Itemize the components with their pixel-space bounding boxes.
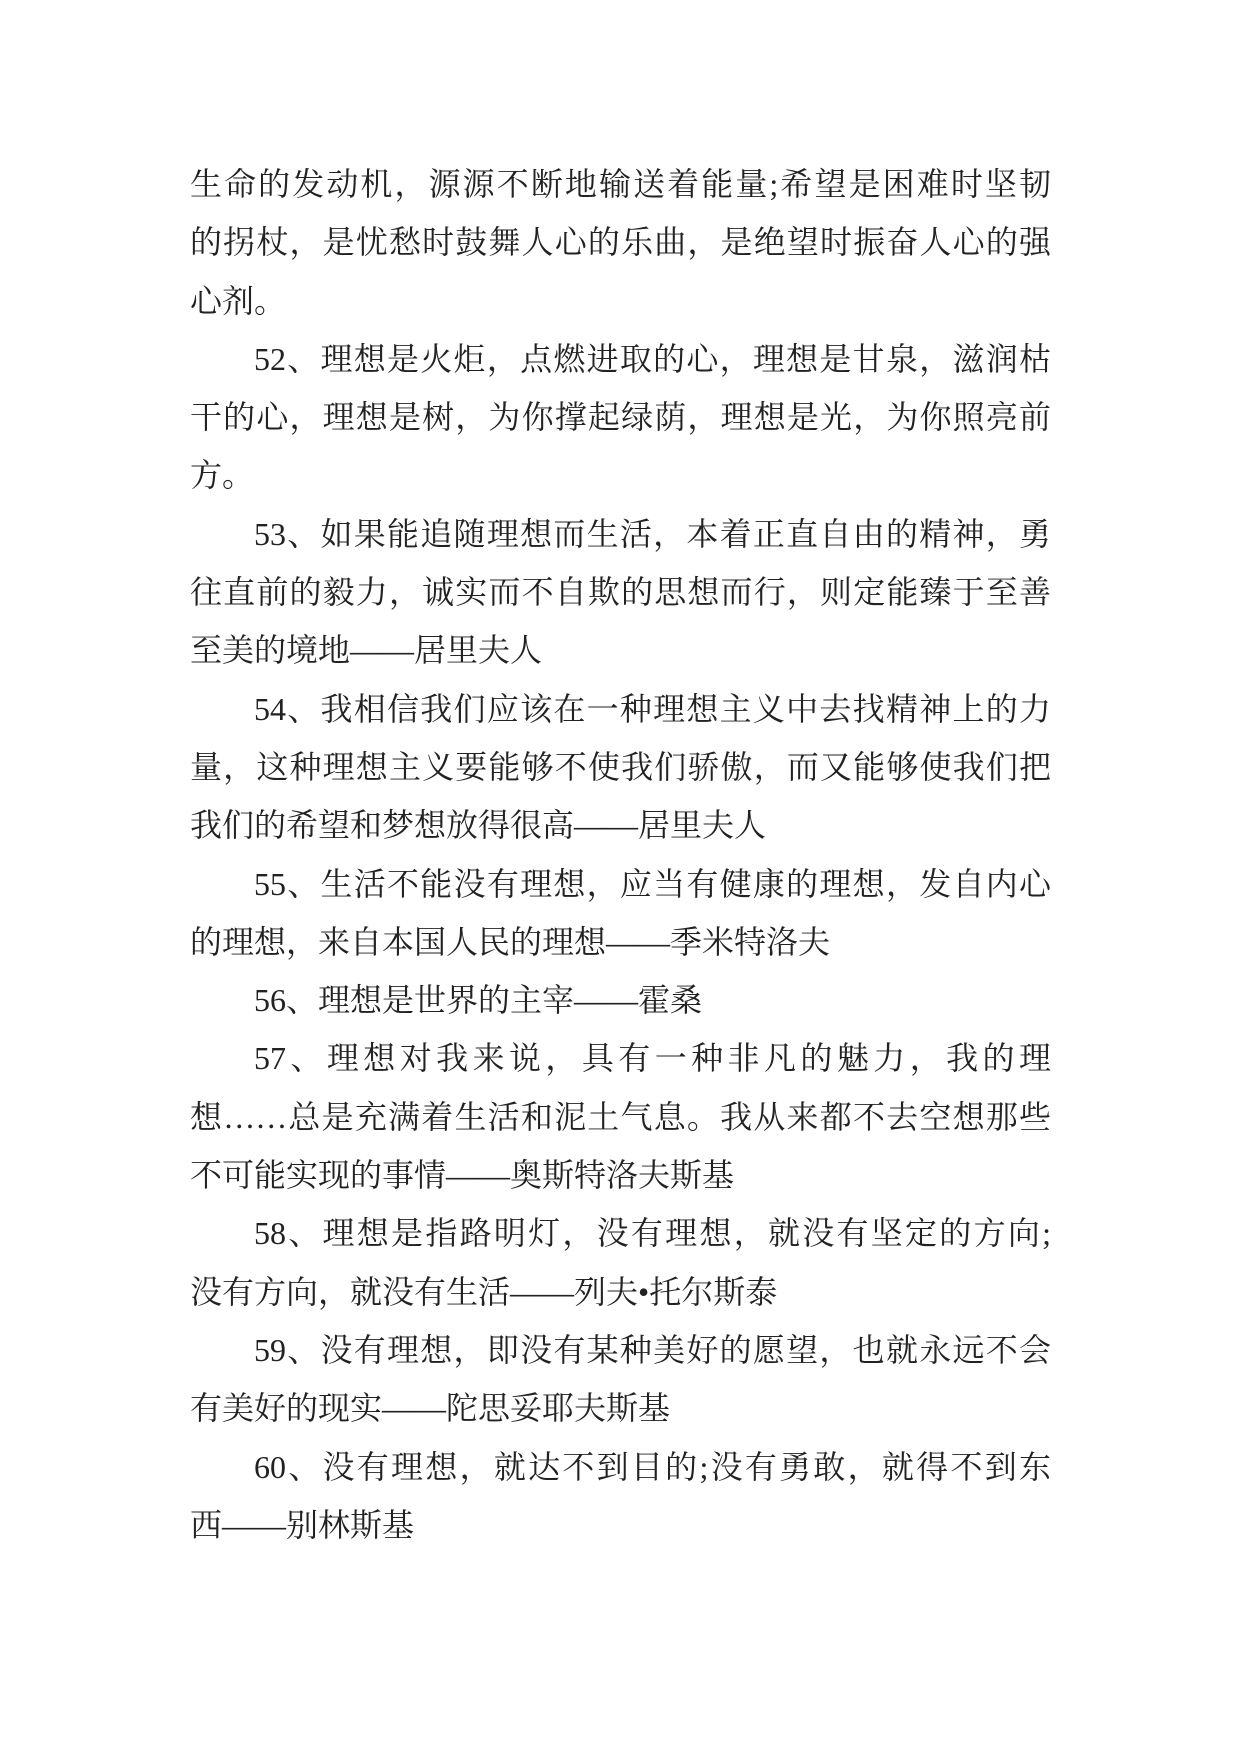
text-line: 我们的希望和梦想放得很高——居里夫人	[190, 807, 767, 844]
quote-55	[190, 855, 1051, 972]
text-line: 52、理想是火炬，点燃进取的心，理想是甘泉，滋润枯	[254, 340, 1051, 377]
text-line: 的拐杖，是忧愁时鼓舞人心的乐曲，是绝望时振奋人心的强	[190, 224, 1051, 261]
text-line: 想……总是充满着生活和泥土气息。我从来都不去空想那些	[190, 1098, 1051, 1135]
text-line: 53、如果能追随理想而生活，本着正直自由的精神，勇	[254, 515, 1051, 552]
text-line: 57、理想对我来说，具有一种非凡的魅力，我的理	[254, 1040, 1051, 1077]
quote-59	[190, 1321, 1051, 1438]
quote-52	[190, 330, 1051, 505]
quote-57	[190, 1029, 1051, 1204]
text-line: 不可能实现的事情——奥斯特洛夫斯基	[190, 1157, 735, 1194]
quote-53	[190, 505, 1051, 680]
text-line: 的理想，来自本国人民的理想——季米特洛夫	[190, 923, 831, 960]
text-line: 55、生活不能没有理想，应当有健康的理想，发自内心	[254, 865, 1051, 902]
text-line: 往直前的毅力，诚实而不自欺的思想而行，则定能臻于至善	[190, 574, 1051, 611]
quote-58	[190, 1204, 1051, 1321]
quote-54	[190, 680, 1051, 855]
text-line: 没有方向，就没有生活——列夫•托尔斯泰	[190, 1273, 778, 1310]
text-line: 56、理想是世界的主宰——霍桑	[254, 982, 703, 1019]
paragraph-continuation	[190, 155, 1051, 330]
text-line: 60、没有理想，就达不到目的;没有勇敢，就得不到东	[254, 1448, 1051, 1485]
text-line: 54、我相信我们应该在一种理想主义中去找精神上的力	[254, 690, 1051, 727]
text-line: 西——别林斯基	[190, 1506, 415, 1543]
text-line: 58、理想是指路明灯，没有理想，就没有坚定的方向;	[254, 1215, 1051, 1252]
text-line: 59、没有理想，即没有某种美好的愿望，也就永远不会	[254, 1331, 1051, 1368]
text-line: 量，这种理想主义要能够不使我们骄傲，而又能够使我们把	[190, 748, 1051, 785]
quote-56	[190, 971, 1051, 1029]
body-text	[190, 155, 1051, 1554]
text-line: 心剂。	[190, 282, 287, 319]
text-line: 干的心，理想是树，为你撑起绿荫，理想是光，为你照亮前	[190, 399, 1051, 436]
text-line: 至美的境地——居里夫人	[190, 632, 543, 669]
text-line: 方。	[190, 457, 255, 494]
text-line: 生命的发动机，源源不断地输送着能量;希望是困难时坚韧	[190, 166, 1051, 202]
text-line: 有美好的现实——陀思妥耶夫斯基	[190, 1390, 671, 1427]
quote-60	[190, 1438, 1051, 1555]
